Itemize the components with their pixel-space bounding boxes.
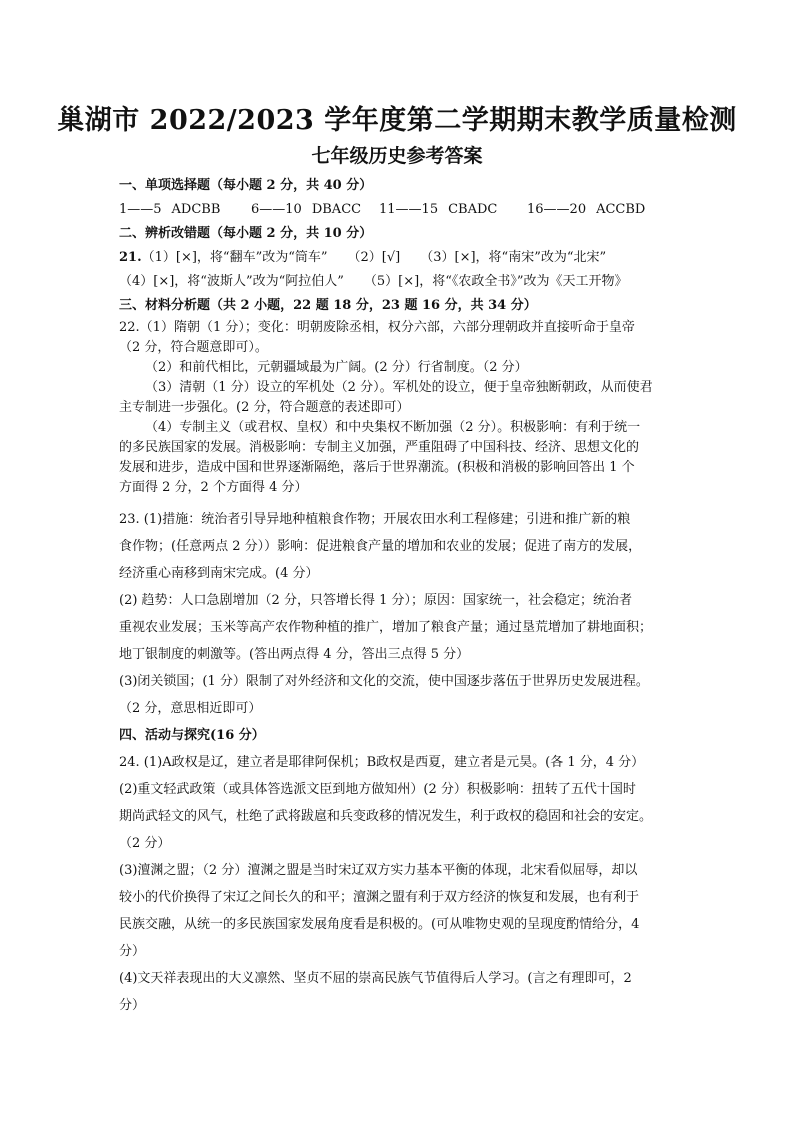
section-heading-correction: 二、辨析改错题（每小题 2 分，共 10 分） — [119, 226, 373, 241]
page-subtitle: 七年级历史参考答案 — [311, 145, 483, 167]
choice-answer-group: 1——5 ADCBB — [119, 202, 221, 217]
q24-line: 分） — [119, 998, 146, 1013]
q22-line: 的多民族国家的发展。消极影响：专制主义加强，严重阻碍了中国科技、经济、思想文化的 — [119, 440, 640, 455]
section-heading-activity: 四、活动与探究(16 分） — [119, 728, 265, 743]
q24-line: 较小的代价换得了宋辽之间长久的和平；澶渊之盟有利于双方经济的恢复和发展，也有利于 — [119, 890, 640, 905]
q22-line: （4）专制主义（或君权、皇权）和中央集权不断加强（2 分）。积极影响：有利于统一 — [145, 420, 641, 435]
section-heading-material: 三、材料分析题（共 2 小题，22 题 18 分，23 题 16 分，共 34 分） — [119, 298, 537, 313]
page-title: 巢湖市 2022/2023 学年度第二学期期末教学质量检测 — [57, 105, 737, 136]
choice-answer-group: 6——10 DBACC — [251, 202, 362, 217]
choice-answer-group: 16——20 ACCBD — [527, 202, 646, 217]
q22-line: （3）清朝（1 分）设立的军机处（2 分）。军机处的设立，便于皇帝独断朝政，从而使君 — [145, 380, 653, 395]
q23-line: 重视农业发展；玉米等高产农作物种植的推广，增加了粮食产量；通过垦荒增加了耕地面积； — [119, 620, 653, 635]
q23-line: 食作物；(任意两点 2 分））影响：促进粮食产量的增加和农业的发展；促进了南方的发展， — [119, 539, 642, 554]
answer-content — [119, 174, 684, 1019]
q22-line: （2）和前代相比，元朝疆域最为广阔。(2 分）行省制度。（2 分） — [145, 360, 528, 375]
q22-line: 方面得 2 分，2 个方面得 4 分） — [119, 480, 308, 495]
q24-line: 分） — [119, 944, 146, 959]
q24-line: (4)文天祥表现出的大义凛然、坚贞不屈的崇高民族气节值得后人学习。(言之有理即可，2 — [119, 971, 632, 986]
q24-line: 民族交融，从统一的多民族国家发展角度看是积极的。(可从唯物史观的呈现度酌情给分，4 — [119, 917, 640, 932]
q24-line: 期尚武轻文的风气，杜绝了武将跋扈和兵变政移的情况发生，利于政权的稳固和社会的安定。 — [119, 809, 653, 824]
q22-line: （2 分，符合题意即可）。 — [119, 340, 268, 355]
q23-line: （2 分，意思相近即可） — [119, 701, 262, 716]
q23-line: (2) 趋势：人口急剧增加（2 分，只答增长得 1 分）；原因：国家统一，社会稳定；统治者 — [119, 593, 632, 608]
q24-line: (3)澶渊之盟；（2 分）澶渊之盟是当时宋辽双方实力基本平衡的体现，北宋看似屈辱，却以 — [119, 863, 638, 878]
q23-line: (3)闭关锁国；(1 分）限制了对外经济和文化的交流，使中国逐步落伍于世界历史发展进程。 — [119, 674, 649, 689]
q23-line: 地丁银制度的刺激等。(答出两点得 4 分，答出三点得 5 分） — [119, 647, 470, 662]
q24-line: 24. (1)A政权是辽，建立者是耶律阿保机；B政权是西夏，建立者是元昊。(各 1 分，4 分） — [119, 755, 645, 770]
choice-answers-row — [119, 198, 684, 222]
q23-line: 经济重心南移到南宋完成。(4 分） — [119, 566, 319, 581]
q22-line: 22.（1）隋朝（1 分）；变化：明朝废除丞相，权分六部，六部分理朝政并直接听命于皇帝 — [119, 320, 635, 335]
q21-line-2: （4）[×]，将“波斯人”改为“阿拉伯人” （5）[×]，将“《农政全书》”改为《天工开物》 — [119, 274, 628, 289]
choice-answer-group: 11——15 CBADC — [379, 202, 498, 217]
q24-line: (2)重文轻武政策（或具体答选派文臣到地方做知州）(2 分）积极影响：扭转了五代十国时 — [119, 782, 636, 797]
q24-line: （2 分） — [119, 836, 171, 851]
q22-line: 主专制进一步强化。(2 分，符合题意的表述即可） — [119, 400, 410, 415]
section-heading-choice: 一、单项选择题（每小题 2 分，共 40 分） — [119, 178, 373, 193]
q22-line: 发展和进步，造成中国和世界逐渐隔绝，落后于世界潮流。(积极和消极的影响回答出 1 个 — [119, 460, 635, 475]
q21-line-1: 21.（1）[×]，将“翻车”改为“筒车” （2）[√] （3）[×]，将“南宋”改为“北宋” — [119, 250, 607, 265]
q23-line: 23. (1)措施：统治者引导异地种植粮食作物；开展农田水利工程修建；引进和推广新的粮 — [119, 512, 631, 527]
